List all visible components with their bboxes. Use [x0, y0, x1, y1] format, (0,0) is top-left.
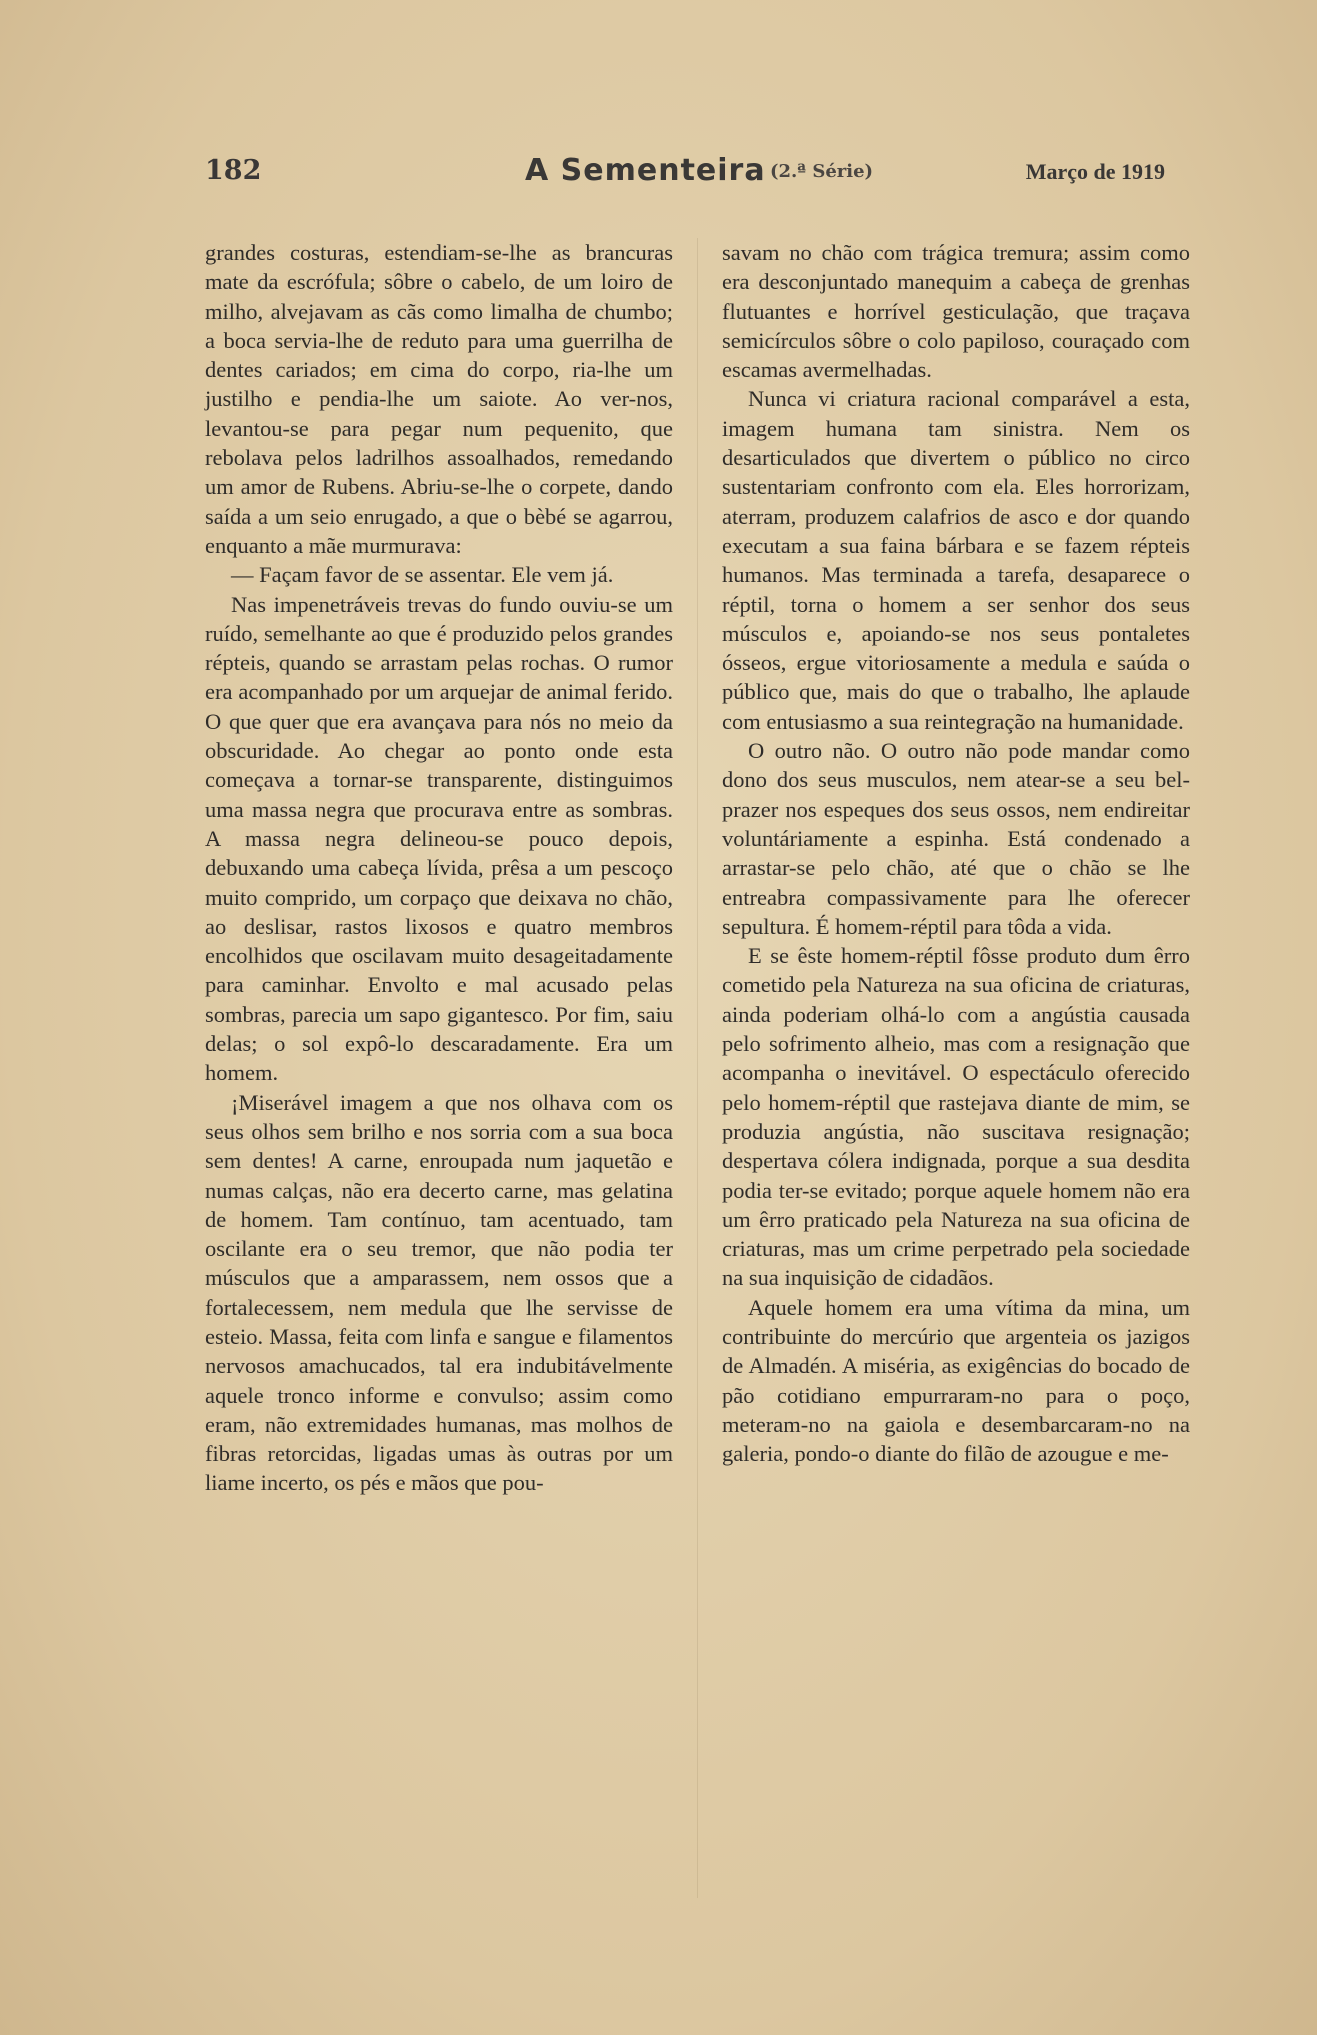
paragraph: savam no chão com trágica tremura; assim como era desconjuntado manequim a cabeça de grenhas flutuantes e horrível gesticulação, que traçava semicírculos sôbre o colo papiloso, couraçado com escamas avermelhadas. — [722, 240, 1190, 383]
journal-title: A Sementeira — [525, 153, 766, 188]
left-column — [205, 238, 673, 1498]
paragraph: Nas impenetráveis trevas do fundo ouviu-se um ruído, semelhante ao que é produzido pelos grandes répteis, quando se arrastam pelas rochas. O rumor era acompanhado por um arquejar de animal ferido. O que quer que era avançava para nós no meio da obscuridade. Ao chegar ao ponto onde esta começava a tornar-se transparente, distinguimos uma massa negra que procurava entre as sombras. A massa negra delineou-se pouco depois, debuxando uma cabeça lívida, prêsa a um pescoço muito comprido, um corpaço que deixava no chão, ao deslisar, rastos lixosos e quatro membros encolhidos que oscilavam muito desageitadamente para caminhar. Envolto e mal acusado pelas sombras, parecia um sapo gigantesco. Por fim, saiu delas; o sol expô-lo descaradamente. Era um homem. — [205, 591, 673, 1086]
paragraph: — Façam favor de se assentar. Ele vem já. — [231, 562, 614, 588]
paragraph: Nunca vi criatura racional comparável a esta, imagem humana tam sinistra. Nem os desarticulados que divertem o público no circo sustentariam confronto com ela. Eles horrorizam, aterram, produzem calafrios de asco e dor quando executam a sua faina bárbara e se fazem répteis humanos. Mas terminada a tarefa, desaparece o réptil, torna o homem a ser senhor dos seus músculos e, apoiando-se nos seus pontaletes ósseos, ergue vitoriosamente a medula e saúda o público que, mais do que o trabalho, lhe aplaude com entusiasmo a sua reintegração na humanidade. — [722, 386, 1190, 734]
right-column — [722, 238, 1190, 1468]
page-header — [205, 155, 1165, 195]
paragraph: E se êste homem-réptil fôsse produto dum êrro cometido pela Natureza na sua oficina de criaturas, ainda poderiam olhá-lo com a angústia causada pelo sofrimento alheio, mas com a resignação que acompanha o inevitável. O espectáculo oferecido pelo homem-réptil que rastejava diante de mim, se produzia angústia, não suscitava resignação; despertava cólera indignada, porque a sua desdita podia ter-se evitado; porque aquele homem não era um êrro praticado pela Natureza na sua oficina de criaturas, mas um crime perpetrado pela sociedade na sua inquisição de cidadãos. — [722, 943, 1190, 1291]
issue-date: Março de 1919 — [1025, 159, 1165, 184]
page-number: 182 — [205, 155, 262, 186]
column-divider — [697, 238, 698, 1898]
series-label: (2.ª Série) — [770, 161, 874, 182]
paragraph: Aquele homem era uma vítima da mina, um contribuinte do mercúrio que argenteia os jazigos de Almadén. A miséria, as exigências do bocado de pão cotidiano empurraram-no para o poço, meteram-no na gaiola e desembarcaram-no na galeria, pondo-o diante do filão de azougue e me- — [722, 1294, 1190, 1467]
paragraph: O outro não. O outro não pode mandar como dono dos seus musculos, nem atear-se a seu bel-prazer nos espeques dos seus ossos, nem endireitar voluntáriamente a espinha. Está condenado a arrastar-se pelo chão, até que o chão se lhe entreabra compassivamente para lhe oferecer sepultura. É homem-réptil para tôda a vida. — [722, 738, 1190, 939]
paragraph: grandes costuras, estendiam-se-lhe as brancuras mate da escrófula; sôbre o cabelo, de um loiro de milho, alvejavam as cãs como limalha de chumbo; a boca servia-lhe de reduto para uma guerrilha de dentes cariados; em cima do corpo, ria-lhe um justilho e pendia-lhe um saiote. Ao ver-nos, levantou-se para pegar num pequenito, que rebolava pelos ladrilhos assoalhados, remedando um amor de Rubens. Abriu-se-lhe o corpete, dando saída a um seio enrugado, a que o bèbé se agarrou, enquanto a mãe murmurava: — [205, 240, 673, 558]
paragraph: ¡Miserável imagem a que nos olhava com os seus olhos sem brilho e nos sorria com a sua boca sem dentes! A carne, enroupada num jaquetão e numas calças, não era decerto carne, mas gelatina de homem. Tam contínuo, tam acentuado, tam oscilante era o seu tremor, que não podia ter músculos que a amparassem, nem ossos que a fortalecessem, nem medula que lhe servisse de esteio. Massa, feita com linfa e sangue e filamentos nervosos amachucados, tal era indubitávelmente aquele tronco informe e convulso; assim como eram, não extremidades humanas, mas molhos de fibras retorcidas, ligadas umas às outras por um liame incerto, os pés e mãos que pou- — [205, 1089, 673, 1496]
